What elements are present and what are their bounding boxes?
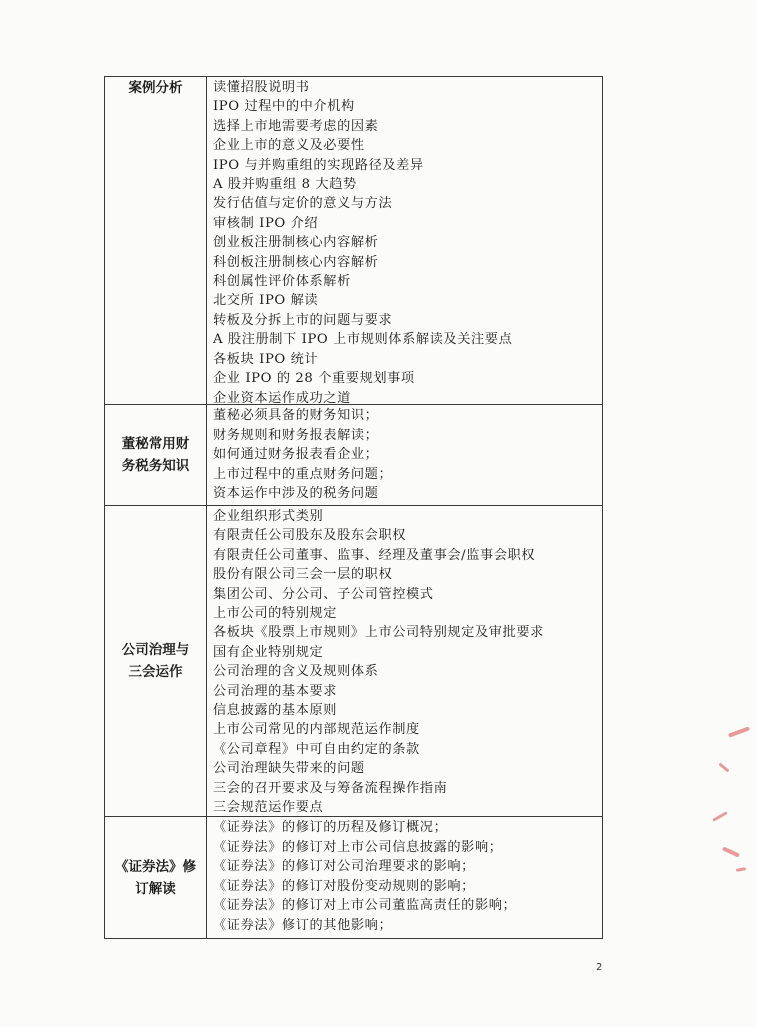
- section-title-line: 订解读: [135, 880, 176, 897]
- list-item: 公司治理的基本要求: [213, 683, 338, 699]
- list-item: 发行估值与定价的意义与方法: [213, 196, 393, 212]
- list-item: 国有企业特别规定: [213, 644, 324, 660]
- list-item: 科创板注册制核心内容解析: [213, 254, 379, 270]
- section-title-line: 公司治理与: [121, 642, 190, 658]
- section-title-line: 董秘常用财: [121, 436, 190, 452]
- list-item: 上市公司的特别规定: [213, 606, 338, 622]
- list-item: 集团公司、分公司、子公司管控模式: [213, 586, 434, 602]
- seal-bleed-mark: [736, 867, 746, 872]
- list-item: 信息披露的基本原则: [213, 703, 338, 719]
- section-title-line: 务税务知识: [121, 458, 190, 474]
- section-title-case-analysis: [105, 77, 207, 404]
- list-item: 《证券法》修订的其他影响；: [213, 917, 393, 933]
- list-item: 《证券法》的修订对上市公司董监高责任的影响；: [213, 898, 517, 914]
- list-item: 《公司章程》中可自由约定的条款: [213, 741, 420, 757]
- section-case-analysis: [105, 77, 602, 405]
- section-title-line: 《证券法》修: [115, 858, 196, 875]
- list-item: 三会的召开要求及与筹备流程操作指南: [213, 780, 448, 796]
- section-title-line: 三会运作: [128, 664, 183, 680]
- section-securities-law: [105, 817, 602, 938]
- seal-bleed-mark: [722, 846, 740, 857]
- section-items: [207, 77, 602, 404]
- list-item: 资本运作中涉及的税务问题: [213, 486, 379, 502]
- seal-bleed-mark: [712, 811, 727, 822]
- list-item: 财务规则和财务报表解读；: [213, 427, 379, 443]
- list-item: IPO 过程中的中介机构: [213, 99, 355, 115]
- page-number: 2: [596, 962, 603, 973]
- section-items: [207, 817, 602, 938]
- course-table: [104, 76, 603, 939]
- list-item: 审核制 IPO 介绍: [213, 215, 319, 231]
- section-finance-tax: [105, 405, 602, 506]
- list-item: 《证券法》的修订的历程及修订概况；: [213, 820, 448, 835]
- section-title-finance-tax: [105, 405, 207, 505]
- section-title-securities-law: [105, 817, 207, 938]
- list-item: A 股并购重组 8 大趋势: [213, 177, 357, 193]
- list-item: 公司治理缺失带来的问题: [213, 761, 365, 777]
- seal-bleed-mark: [718, 762, 729, 772]
- list-item: 《证券法》的修订对股份变动规则的影响；: [213, 878, 475, 894]
- section-items: [207, 405, 602, 505]
- list-item: 转板及分拆上市的问题与要求: [213, 312, 393, 328]
- list-item: 企业资本运作成功之道: [213, 390, 351, 406]
- list-item: 股份有限公司三会一层的职权: [213, 567, 393, 583]
- section-title-text: 案例分析: [128, 80, 183, 96]
- list-item: 各板块《股票上市规则》上市公司特别规定及审批要求: [213, 625, 544, 641]
- list-item: 董秘必须具备的财务知识；: [213, 408, 379, 423]
- seal-bleed-mark: [728, 726, 750, 737]
- list-item: 上市过程中的重点财务问题；: [213, 466, 393, 482]
- list-item: 创业板注册制核心内容解析: [213, 235, 379, 251]
- list-item: 如何通过财务报表看企业；: [213, 447, 379, 463]
- list-item: 有限责任公司股东及股东会职权: [213, 528, 407, 544]
- list-item: 公司治理的含义及规则体系: [213, 664, 379, 680]
- list-item: 各板块 IPO 统计: [213, 351, 319, 367]
- list-item: 有限责任公司董事、监事、经理及董事会/监事会职权: [213, 547, 536, 563]
- section-corporate-governance: [105, 506, 602, 817]
- list-item: 《证券法》的修订对上市公司信息披露的影响；: [213, 839, 503, 855]
- section-items: [207, 506, 602, 816]
- list-item: IPO 与并购重组的实现路径及差异: [213, 157, 424, 173]
- section-title-corporate-governance: [105, 506, 207, 816]
- list-item: 企业上市的意义及必要性: [213, 138, 365, 154]
- list-item: 科创属性评价体系解析: [213, 274, 351, 290]
- list-item: 企业 IPO 的 28 个重要规划事项: [213, 371, 415, 387]
- list-item: 三会规范运作要点: [213, 800, 324, 816]
- list-item: 上市公司常见的内部规范运作制度: [213, 722, 420, 738]
- list-item: 北交所 IPO 解读: [213, 293, 319, 309]
- list-item: 企业组织形式类别: [213, 509, 324, 524]
- list-item: A 股注册制下 IPO 上市规则体系解读及关注要点: [213, 332, 513, 348]
- list-item: 选择上市地需要考虑的因素: [213, 118, 379, 134]
- list-item: 《证券法》的修订对公司治理要求的影响；: [213, 859, 475, 875]
- list-item: 读懂招股说明书: [213, 80, 310, 95]
